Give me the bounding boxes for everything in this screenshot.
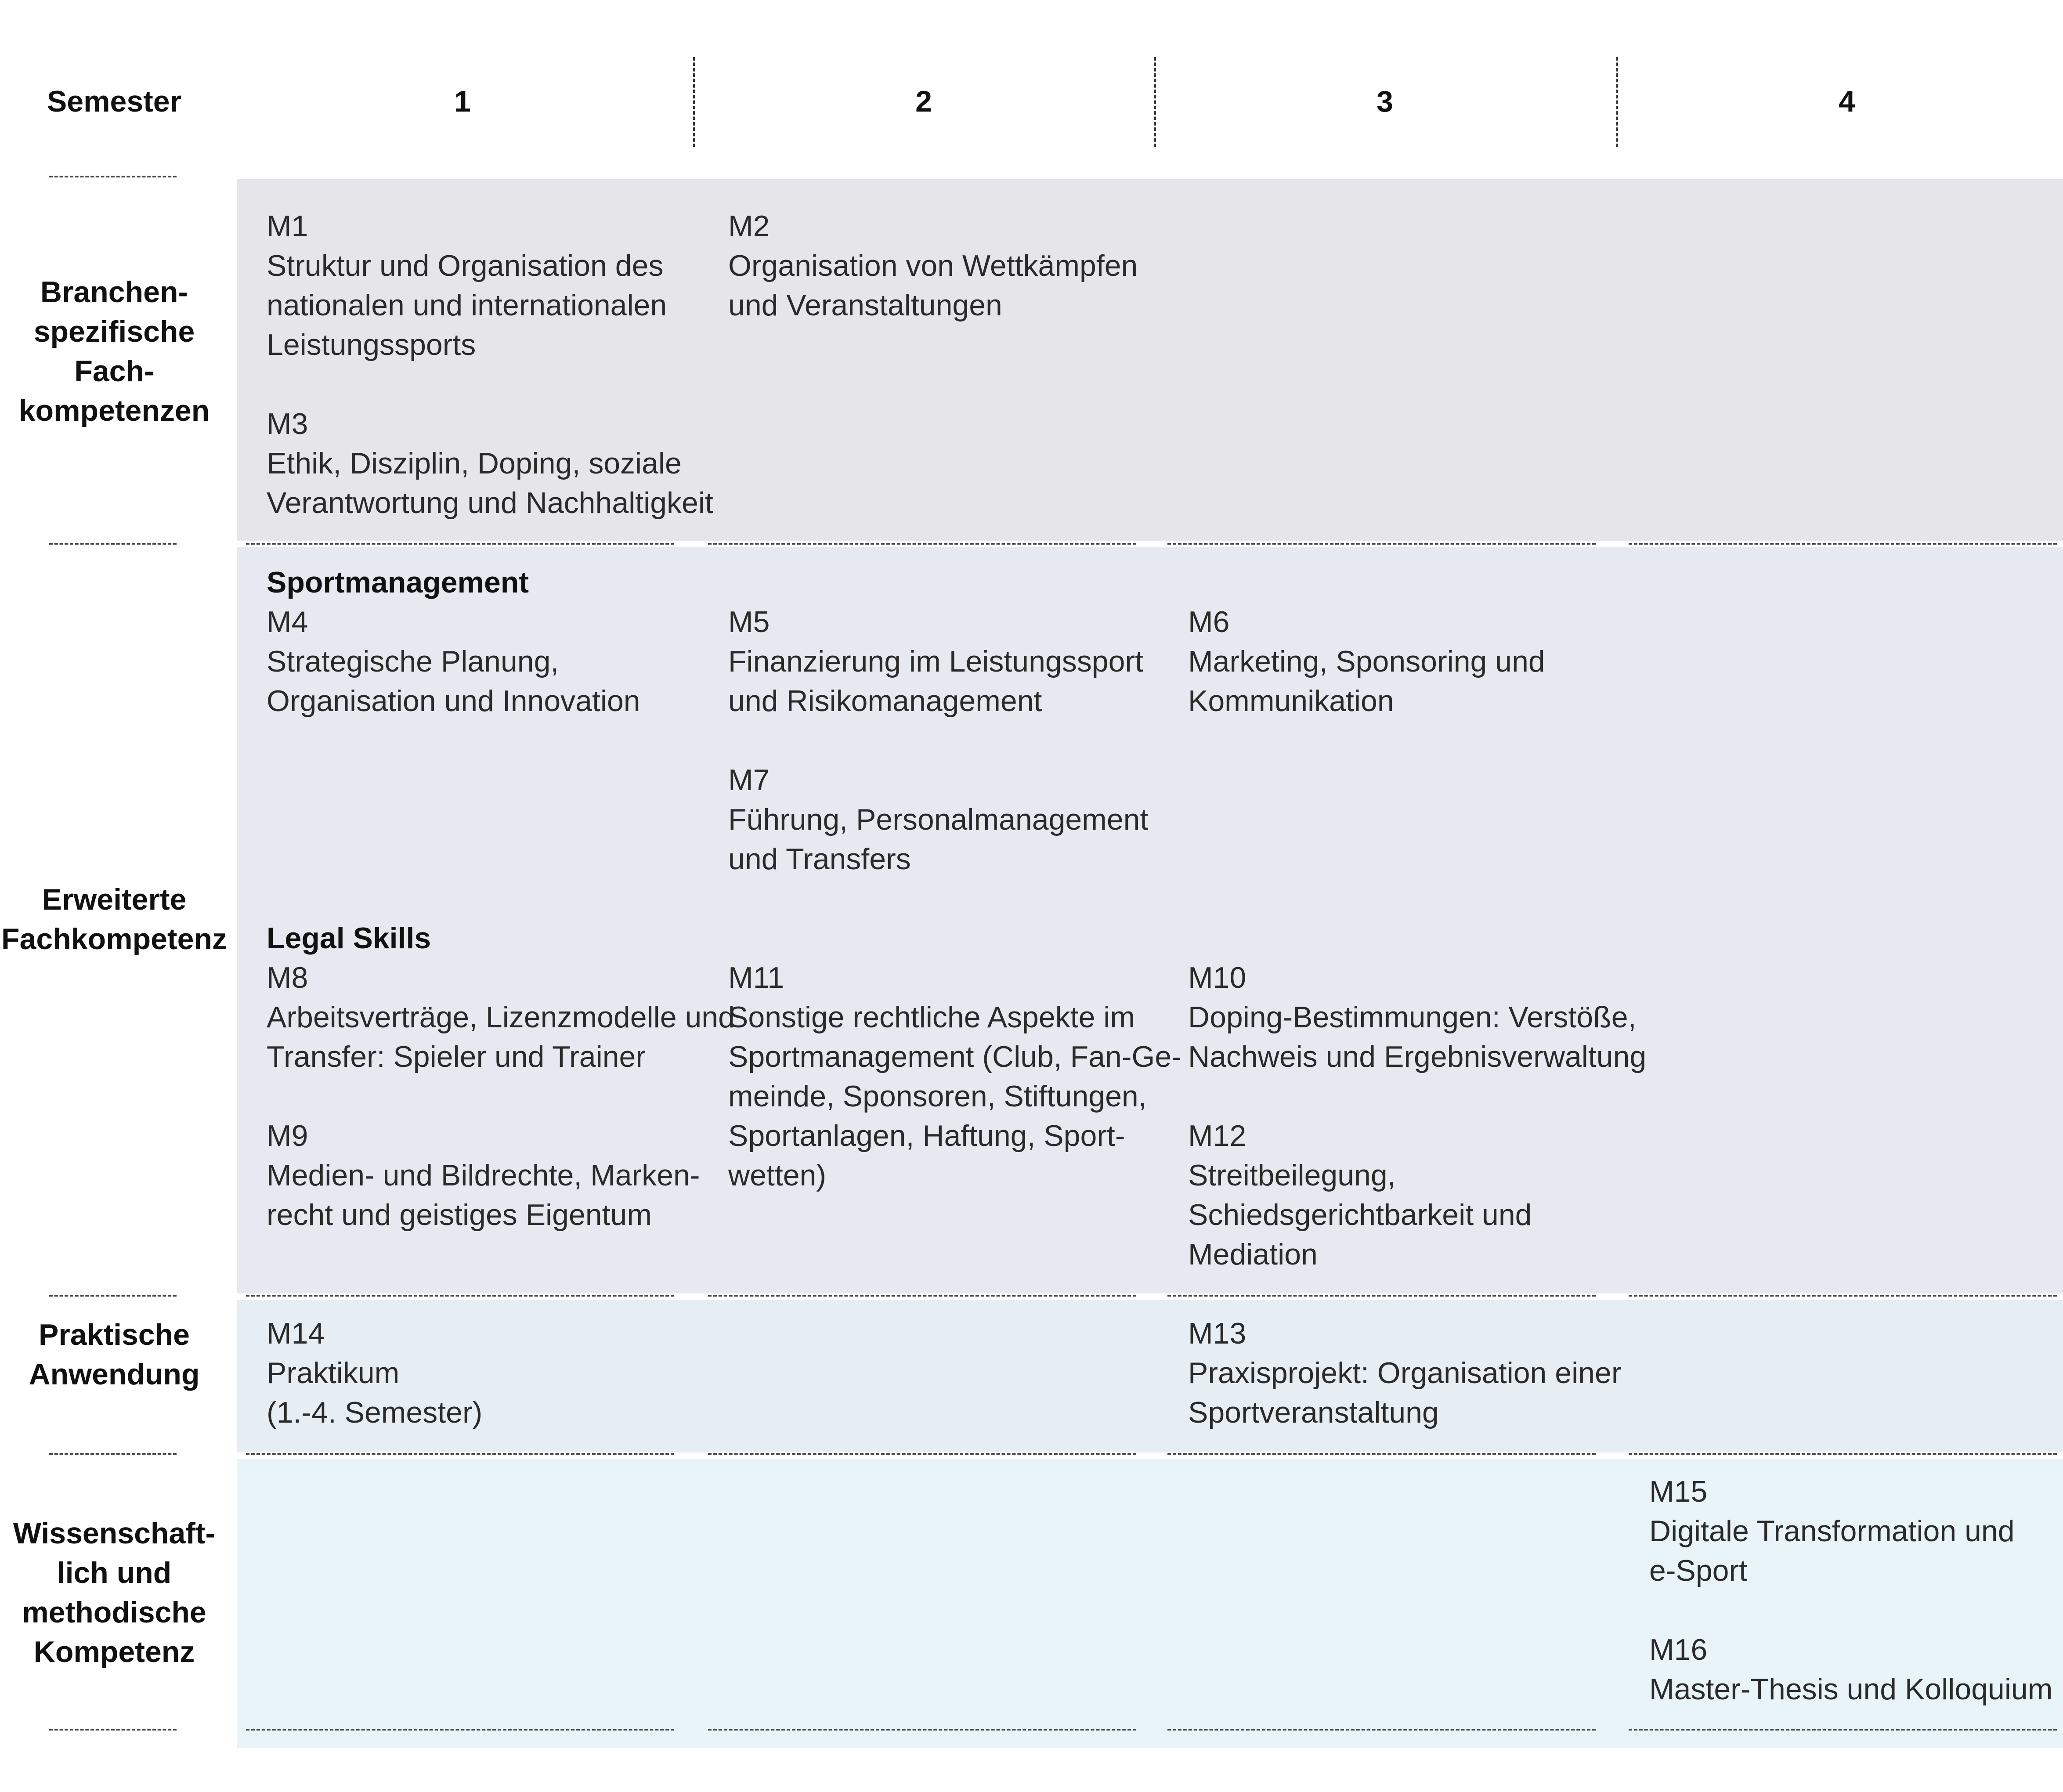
- row-divider: [246, 1295, 674, 1297]
- module-m12: M12 Streitbeilegung, Schiedsgerichtbarkeit und Mediation: [1188, 1116, 1532, 1274]
- label-divider: [49, 1295, 177, 1297]
- module-code: M11: [728, 961, 784, 994]
- row-divider: [1629, 1729, 2057, 1731]
- label-divider: [49, 176, 177, 177]
- module-code: M9: [267, 1119, 308, 1153]
- module-code: M7: [728, 763, 770, 797]
- column-divider: [693, 57, 695, 147]
- module-m11: M11 Sonstige rechtliche Aspekte im Sportmanagement (Club, Fan-Ge- meinde, Sponsoren, Stiftungen, Sportanlagen, Haftung, Sport- wetten): [728, 958, 1181, 1195]
- row-divider: [246, 1453, 674, 1455]
- row-divider: [1167, 1729, 1596, 1731]
- module-code: M12: [1188, 1119, 1246, 1153]
- module-code: M4: [267, 605, 308, 639]
- module-code: M1: [267, 210, 308, 243]
- module-m1: M1 Struktur und Organisation des nationalen und internationalen Leistungssports: [267, 206, 667, 365]
- semester-1-header: 1: [454, 85, 471, 118]
- module-m9: M9 Medien- und Bildrechte, Marken- recht und geistiges Eigentum: [267, 1116, 700, 1235]
- module-m14: M14 Praktikum (1.-4. Semester): [267, 1314, 482, 1432]
- semester-2-header: 2: [915, 85, 932, 118]
- module-m4: M4 Strategische Planung, Organisation und Innovation: [267, 602, 640, 721]
- module-m6: M6 Marketing, Sponsoring und Kommunikation: [1188, 602, 1545, 721]
- module-m5: M5 Finanzierung im Leistungssport und Risikomanagement: [728, 602, 1143, 721]
- module-code: M5: [728, 605, 770, 639]
- subheading-legal-skills: Legal Skills: [267, 921, 431, 955]
- row-divider: [1629, 1295, 2057, 1297]
- module-m7: M7 Führung, Personalmanagement und Transfers: [728, 760, 1148, 879]
- row-divider: [708, 1729, 1136, 1731]
- semester-header-label: Semester: [47, 85, 182, 118]
- module-code: M8: [267, 961, 308, 994]
- module-code: M6: [1188, 605, 1230, 639]
- module-code: M16: [1649, 1633, 1708, 1666]
- module-code: M13: [1188, 1317, 1246, 1350]
- module-m13: M13 Praxisprojekt: Organisation einer Sportveranstaltung: [1188, 1314, 1621, 1432]
- row-divider: [1167, 1295, 1596, 1297]
- module-m3: M3 Ethik, Disziplin, Doping, soziale Verantwortung und Nachhaltigkeit: [267, 404, 713, 523]
- band-praktisch: [237, 1300, 2063, 1452]
- module-m10: M10 Doping-Bestimmungen: Verstöße, Nachweis und Ergebnisverwaltung: [1188, 958, 1646, 1077]
- row-label-branchenspezifisch: Branchen- spezifische Fach- kompetenzen: [18, 275, 210, 427]
- row-label-praktisch: Praktische Anwendung: [29, 1318, 200, 1391]
- module-m16: M16 Master-Thesis und Kolloquium: [1649, 1630, 2052, 1709]
- module-m15: M15 Digitale Transformation und e-Sport: [1649, 1472, 2015, 1590]
- semester-3-header: 3: [1377, 85, 1393, 118]
- row-divider: [708, 1453, 1136, 1455]
- module-code: M14: [267, 1317, 325, 1350]
- module-code: M10: [1188, 961, 1246, 994]
- column-divider: [1154, 57, 1156, 147]
- row-divider: [1629, 543, 2057, 545]
- subheading-sportmanagement: Sportmanagement: [267, 566, 529, 599]
- row-divider: [1167, 1453, 1596, 1455]
- row-divider: [246, 543, 674, 545]
- label-divider: [49, 543, 177, 545]
- semester-4-header: 4: [1839, 85, 1855, 118]
- module-m2: M2 Organisation von Wettkämpfen und Veranstaltungen: [728, 206, 1138, 325]
- row-label-erweitert: Erweiterte Fachkompetenz: [1, 883, 227, 956]
- label-divider: [49, 1453, 177, 1455]
- row-label-wissenschaftlich: Wissenschaft- lich und methodische Kompetenz: [13, 1517, 216, 1669]
- row-divider: [246, 1729, 674, 1731]
- module-code: M15: [1649, 1475, 1708, 1508]
- row-divider: [1167, 543, 1596, 545]
- row-divider: [708, 543, 1136, 545]
- module-m8: M8 Arbeitsverträge, Lizenzmodelle und Transfer: Spieler und Trainer: [267, 958, 735, 1077]
- row-divider: [1629, 1453, 2057, 1455]
- row-divider: [708, 1295, 1136, 1297]
- module-code: M3: [267, 407, 308, 441]
- column-divider: [1616, 57, 1618, 147]
- module-code: M2: [728, 210, 770, 243]
- label-divider: [49, 1729, 177, 1731]
